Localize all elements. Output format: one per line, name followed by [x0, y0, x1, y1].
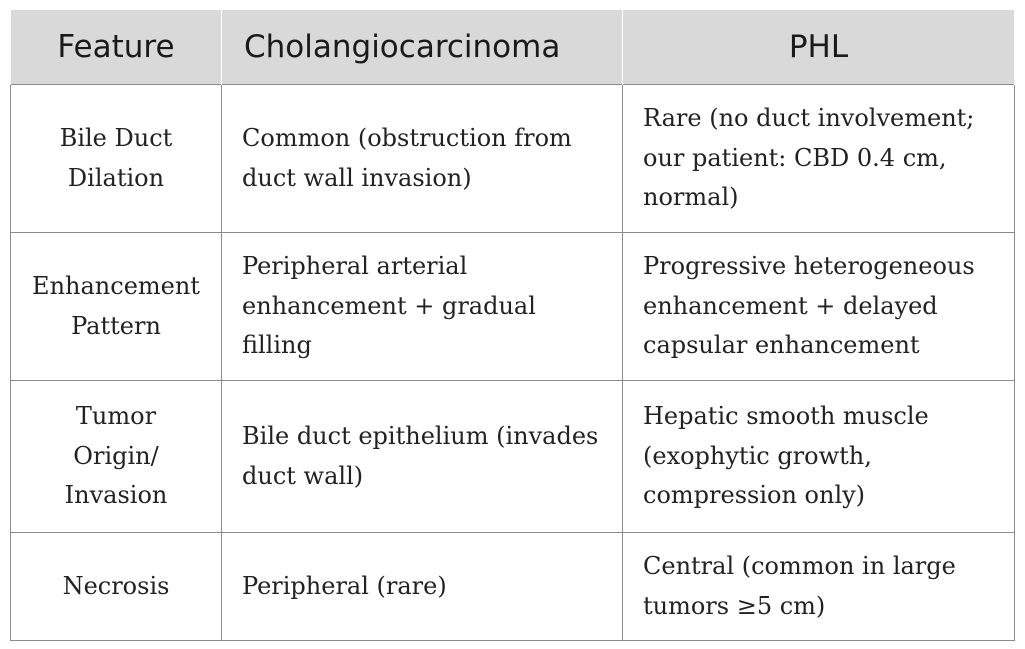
- phl-cell: [623, 381, 1015, 533]
- cholangiocarcinoma-cell: [222, 233, 623, 381]
- text-line: enhancement + delayed: [643, 291, 938, 320]
- table-row: [11, 233, 1015, 381]
- text-line: normal): [643, 183, 739, 212]
- cholangiocarcinoma-cell: [222, 85, 623, 233]
- comparison-table: [10, 10, 1015, 641]
- feature-line: Bile Duct: [59, 124, 173, 152]
- text-line: Peripheral (rare): [242, 571, 447, 600]
- header-cholangiocarcinoma: Cholangiocarcinoma: [222, 10, 623, 85]
- text-line: Common (obstruction from: [242, 124, 572, 152]
- feature-line: Invasion: [64, 481, 168, 510]
- feature-line: Necrosis: [62, 571, 170, 600]
- text-line: Rare (no duct involvement;: [643, 104, 975, 133]
- text-line: Progressive heterogeneous: [643, 252, 975, 281]
- text-line: (exophytic growth,: [643, 441, 872, 470]
- text-line: Peripheral arterial: [242, 252, 468, 281]
- text-line: our patient: CBD 0.4 cm,: [643, 143, 947, 172]
- header-row: [11, 10, 1015, 85]
- feature-line: Tumor: [75, 402, 157, 431]
- feature-line: Enhancement: [32, 272, 200, 300]
- text-line: Bile duct epithelium (invades: [242, 422, 599, 450]
- table-row: [11, 85, 1015, 233]
- phl-cell: [623, 533, 1015, 641]
- phl-cell: [623, 85, 1015, 233]
- feature-line: Dilation: [67, 163, 165, 192]
- feature-cell: [11, 533, 222, 641]
- cholangiocarcinoma-cell: [222, 533, 623, 641]
- text-line: tumors ≥5 cm): [643, 591, 826, 620]
- text-line: Central (common in large: [643, 552, 956, 580]
- text-line: duct wall): [242, 461, 364, 490]
- header-phl: PHL: [623, 10, 1015, 85]
- feature-line: Origin/: [73, 441, 159, 470]
- feature-cell: [11, 233, 222, 381]
- table-header: [11, 10, 1015, 85]
- comparison-table-container: [10, 10, 1014, 641]
- phl-cell: [623, 233, 1015, 381]
- text-line: duct wall invasion): [242, 163, 472, 192]
- table-body: [11, 85, 1015, 641]
- text-line: enhancement + gradual filling: [242, 291, 536, 360]
- feature-cell: [11, 381, 222, 533]
- text-line: compression only): [643, 481, 866, 510]
- feature-cell: [11, 85, 222, 233]
- table-row: [11, 533, 1015, 641]
- text-line: Hepatic smooth muscle: [643, 402, 929, 431]
- feature-line: Pattern: [71, 311, 161, 340]
- cholangiocarcinoma-cell: [222, 381, 623, 533]
- header-feature: Feature: [11, 10, 222, 85]
- table-row: [11, 381, 1015, 533]
- text-line: capsular enhancement: [643, 331, 920, 360]
